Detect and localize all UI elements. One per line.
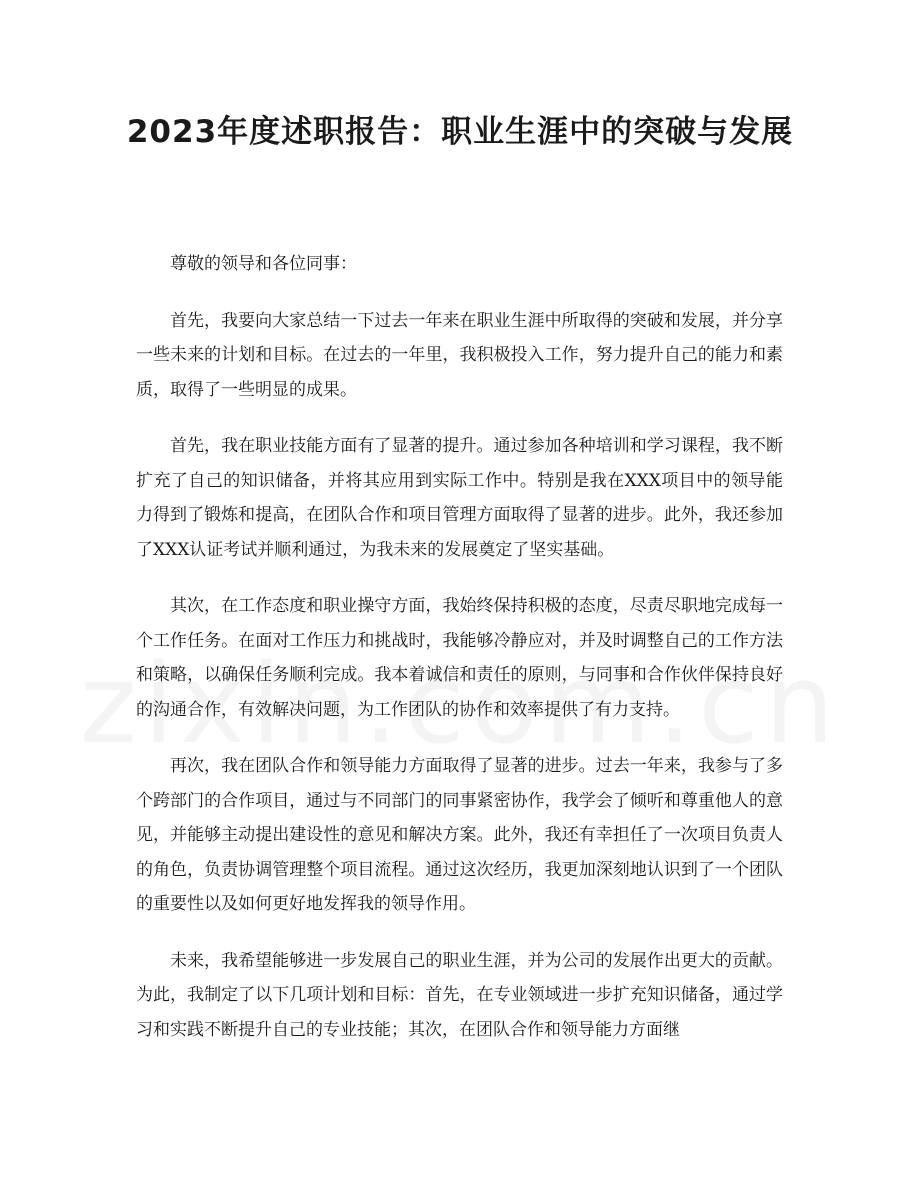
document-title: 2023年度述职报告：职业生涯中的突破与发展 [126,114,794,150]
body-paragraph: 再次，我在团队合作和领导能力方面取得了显著的进步。过去一年来，我参与了多个跨部门的合作项目，通过与不同部门的同事紧密协作，我学会了倾听和尊重他人的意见，并能够主动提出建设性的意见和解决方案。此外，我还有幸担任了一次项目负责人的角色，负责协调管理整个项目流程。通过这次经历，我更加深刻地认识到了一个团队的重要性以及如何更好地发挥我的领导作用。 [136,756,783,914]
body-paragraph: 首先，我要向大家总结一下过去一年来在职业生涯中所取得的突破和发展，并分享一些未来的计划和目标。在过去的一年里，我积极投入工作，努力提升自己的能力和素质，取得了一些明显的成果。 [136,310,783,400]
body-paragraph: 未来，我希望能够进一步发展自己的职业生涯，并为公司的发展作出更大的贡献。为此，我制定了以下几项计划和目标：首先，在专业领域进一步扩充知识储备，通过学习和实践不断提升自己的专业技能；其次，在团队合作和领导能力方面继 [136,950,783,1040]
document-body [136,247,783,1069]
salutation-paragraph: 尊敬的领导和各位同事： [170,254,357,274]
body-paragraph: 其次，在工作态度和职业操守方面，我始终保持积极的态度，尽责尽职地完成每一个工作任务。在面对工作压力和挑战时，我能够冷静应对，并及时调整自己的工作方法和策略，以确保任务顺利完成。我本着诚信和责任的原则，与同事和合作伙伴保持良好的沟通合作，有效解决问题，为工作团队的协作和效率提供了有力支持。 [136,596,783,720]
body-paragraph: 首先，我在职业技能方面有了显著的提升。通过参加各种培训和学习课程，我不断扩充了自己的知识储备，并将其应用到实际工作中。特别是我在XXX项目中的领导能力得到了锻炼和提高，在团队合作和项目管理方面取得了显著的进步。此外，我还参加了XXX认证考试并顺利通过，为我未来的发展奠定了坚实基础。 [136,436,783,560]
